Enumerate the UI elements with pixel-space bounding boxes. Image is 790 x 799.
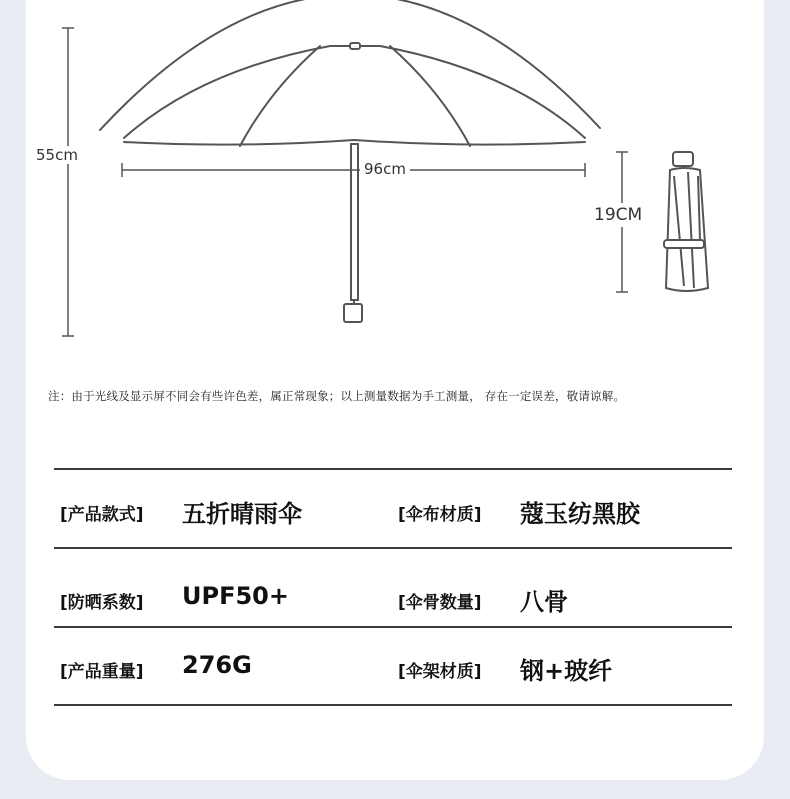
table-rule-top — [54, 468, 732, 470]
spec-value-fabric: 蔻玉纺黑胶 — [520, 500, 640, 528]
folded-umbrella — [664, 152, 708, 291]
spec-key-ribs: [伞骨数量] — [398, 593, 482, 613]
umbrella-dimension-diagram — [0, 0, 790, 360]
spec-key-weight: [产品重量] — [60, 662, 144, 682]
spec-key-fabric: [伞布材质] — [398, 505, 482, 525]
spec-value-upf: UPF50+ — [182, 582, 289, 610]
width-label: 96cm — [360, 160, 410, 178]
table-rule-bottom — [54, 704, 732, 706]
canopy-rib-right — [390, 46, 470, 146]
table-rule-2 — [54, 626, 732, 628]
umbrella-shaft — [351, 144, 358, 300]
spec-key-frame: [伞架材质] — [398, 662, 482, 682]
spec-key-style: [产品款式] — [60, 505, 144, 525]
disclaimer-note: 注：由于光线及显示屏不同会有些许色差，属正常现象；以上测量数据为手工测量， 存在一定误差，敬请谅解。 — [48, 389, 626, 403]
spec-value-frame: 钢+玻纤 — [520, 657, 613, 685]
canopy-rib-left — [240, 46, 320, 146]
canopy-outer-arc — [100, 0, 600, 130]
canopy-inner-top — [124, 46, 585, 138]
spec-value-style: 五折晴雨伞 — [182, 500, 302, 528]
height-label: 55cm — [36, 146, 78, 164]
folded-length-label: 19CM — [594, 205, 643, 225]
spec-value-weight: 276G — [182, 651, 252, 679]
umbrella-handle — [344, 304, 362, 322]
spec-key-upf: [防晒系数] — [60, 593, 144, 613]
table-rule-1 — [54, 547, 732, 549]
spec-value-ribs: 八骨 — [520, 588, 568, 616]
